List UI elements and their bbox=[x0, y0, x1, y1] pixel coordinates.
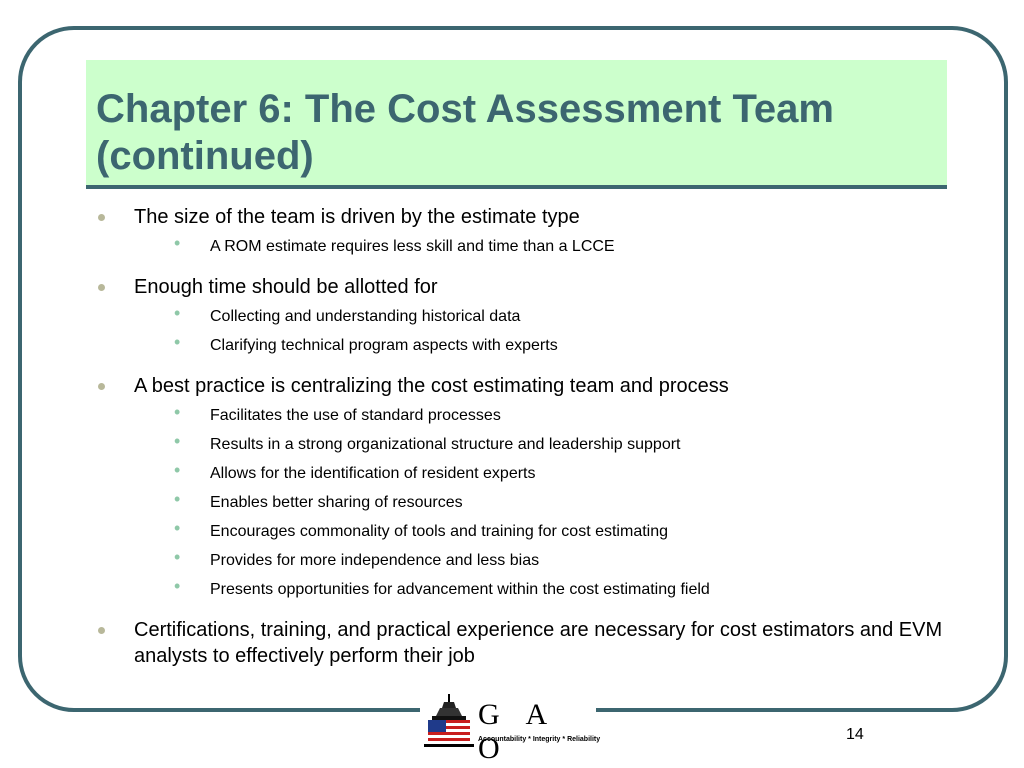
sub-bullet-dot-icon: • bbox=[174, 431, 181, 451]
sub-bullet-list bbox=[96, 401, 976, 604]
sub-bullet-item bbox=[96, 302, 976, 331]
bullet-text: A best practice is centralizing the cost estimating team and process bbox=[134, 375, 729, 397]
sub-bullet-list bbox=[96, 232, 976, 261]
sub-bullet-item bbox=[96, 517, 976, 546]
sub-bullet-list bbox=[96, 302, 976, 360]
bullet-level1 bbox=[96, 274, 976, 300]
sub-bullet-text: Collecting and understanding historical data bbox=[210, 308, 521, 325]
bullet-level1 bbox=[96, 204, 976, 230]
sub-bullet-item bbox=[96, 546, 976, 575]
sub-bullet-text: Encourages commonality of tools and training for cost estimating bbox=[210, 523, 669, 540]
sub-bullet-item bbox=[96, 575, 976, 604]
bullet-text: The size of the team is driven by the estimate type bbox=[134, 206, 580, 228]
bullet-level1 bbox=[96, 617, 976, 669]
bullet-item bbox=[96, 617, 976, 669]
bullet-dot-icon bbox=[98, 284, 105, 291]
sub-bullet-item bbox=[96, 331, 976, 360]
bullet-text: Enough time should be allotted for bbox=[134, 276, 438, 298]
sub-bullet-text: Enables better sharing of resources bbox=[210, 494, 463, 511]
sub-bullet-dot-icon: • bbox=[174, 576, 181, 596]
bullet-level1 bbox=[96, 373, 976, 399]
sub-bullet-dot-icon: • bbox=[174, 547, 181, 567]
sub-bullet-dot-icon: • bbox=[174, 460, 181, 480]
bullet-dot-icon bbox=[98, 627, 105, 634]
sub-bullet-text: Presents opportunities for advancement within the cost estimating field bbox=[210, 581, 710, 598]
sub-bullet-item bbox=[96, 488, 976, 517]
logo-tagline: Accountability * Integrity * Reliability bbox=[478, 736, 601, 743]
title-box bbox=[86, 60, 947, 189]
bullet-item bbox=[96, 373, 976, 604]
sub-bullet-text: A ROM estimate requires less skill and time than a LCCE bbox=[210, 238, 615, 255]
gao-logo bbox=[420, 692, 601, 765]
sub-bullet-text: Results in a strong organizational structure and leadership support bbox=[210, 436, 681, 453]
sub-bullet-item bbox=[96, 401, 976, 430]
sub-bullet-item bbox=[96, 459, 976, 488]
bullet-item bbox=[96, 204, 976, 261]
sub-bullet-item bbox=[96, 232, 976, 261]
sub-bullet-dot-icon: • bbox=[174, 489, 181, 509]
bullet-list bbox=[96, 204, 976, 682]
sub-bullet-dot-icon: • bbox=[174, 332, 181, 352]
sub-bullet-item bbox=[96, 430, 976, 459]
logo-letters: G A O bbox=[478, 698, 556, 765]
sub-bullet-text: Facilitates the use of standard processes bbox=[210, 407, 501, 424]
sub-bullet-dot-icon: • bbox=[174, 402, 181, 422]
bullet-item bbox=[96, 274, 976, 360]
bullet-dot-icon bbox=[98, 383, 105, 390]
sub-bullet-text: Allows for the identification of resident experts bbox=[210, 465, 536, 482]
capitol-dome-icon bbox=[422, 692, 476, 748]
sub-bullet-text: Clarifying technical program aspects with experts bbox=[210, 337, 558, 354]
sub-bullet-dot-icon: • bbox=[174, 518, 181, 538]
slide-title: Chapter 6: The Cost Assessment Team (continued) bbox=[96, 87, 834, 178]
bullet-dot-icon bbox=[98, 214, 105, 221]
sub-bullet-text: Provides for more independence and less bias bbox=[210, 552, 540, 569]
bullet-text: Certifications, training, and practical experience are necessary for cost estimators and EVM analysts to effectively perform their job bbox=[134, 619, 943, 667]
page-number: 14 bbox=[846, 726, 864, 743]
sub-bullet-dot-icon: • bbox=[174, 233, 181, 253]
sub-bullet-dot-icon: • bbox=[174, 303, 181, 323]
